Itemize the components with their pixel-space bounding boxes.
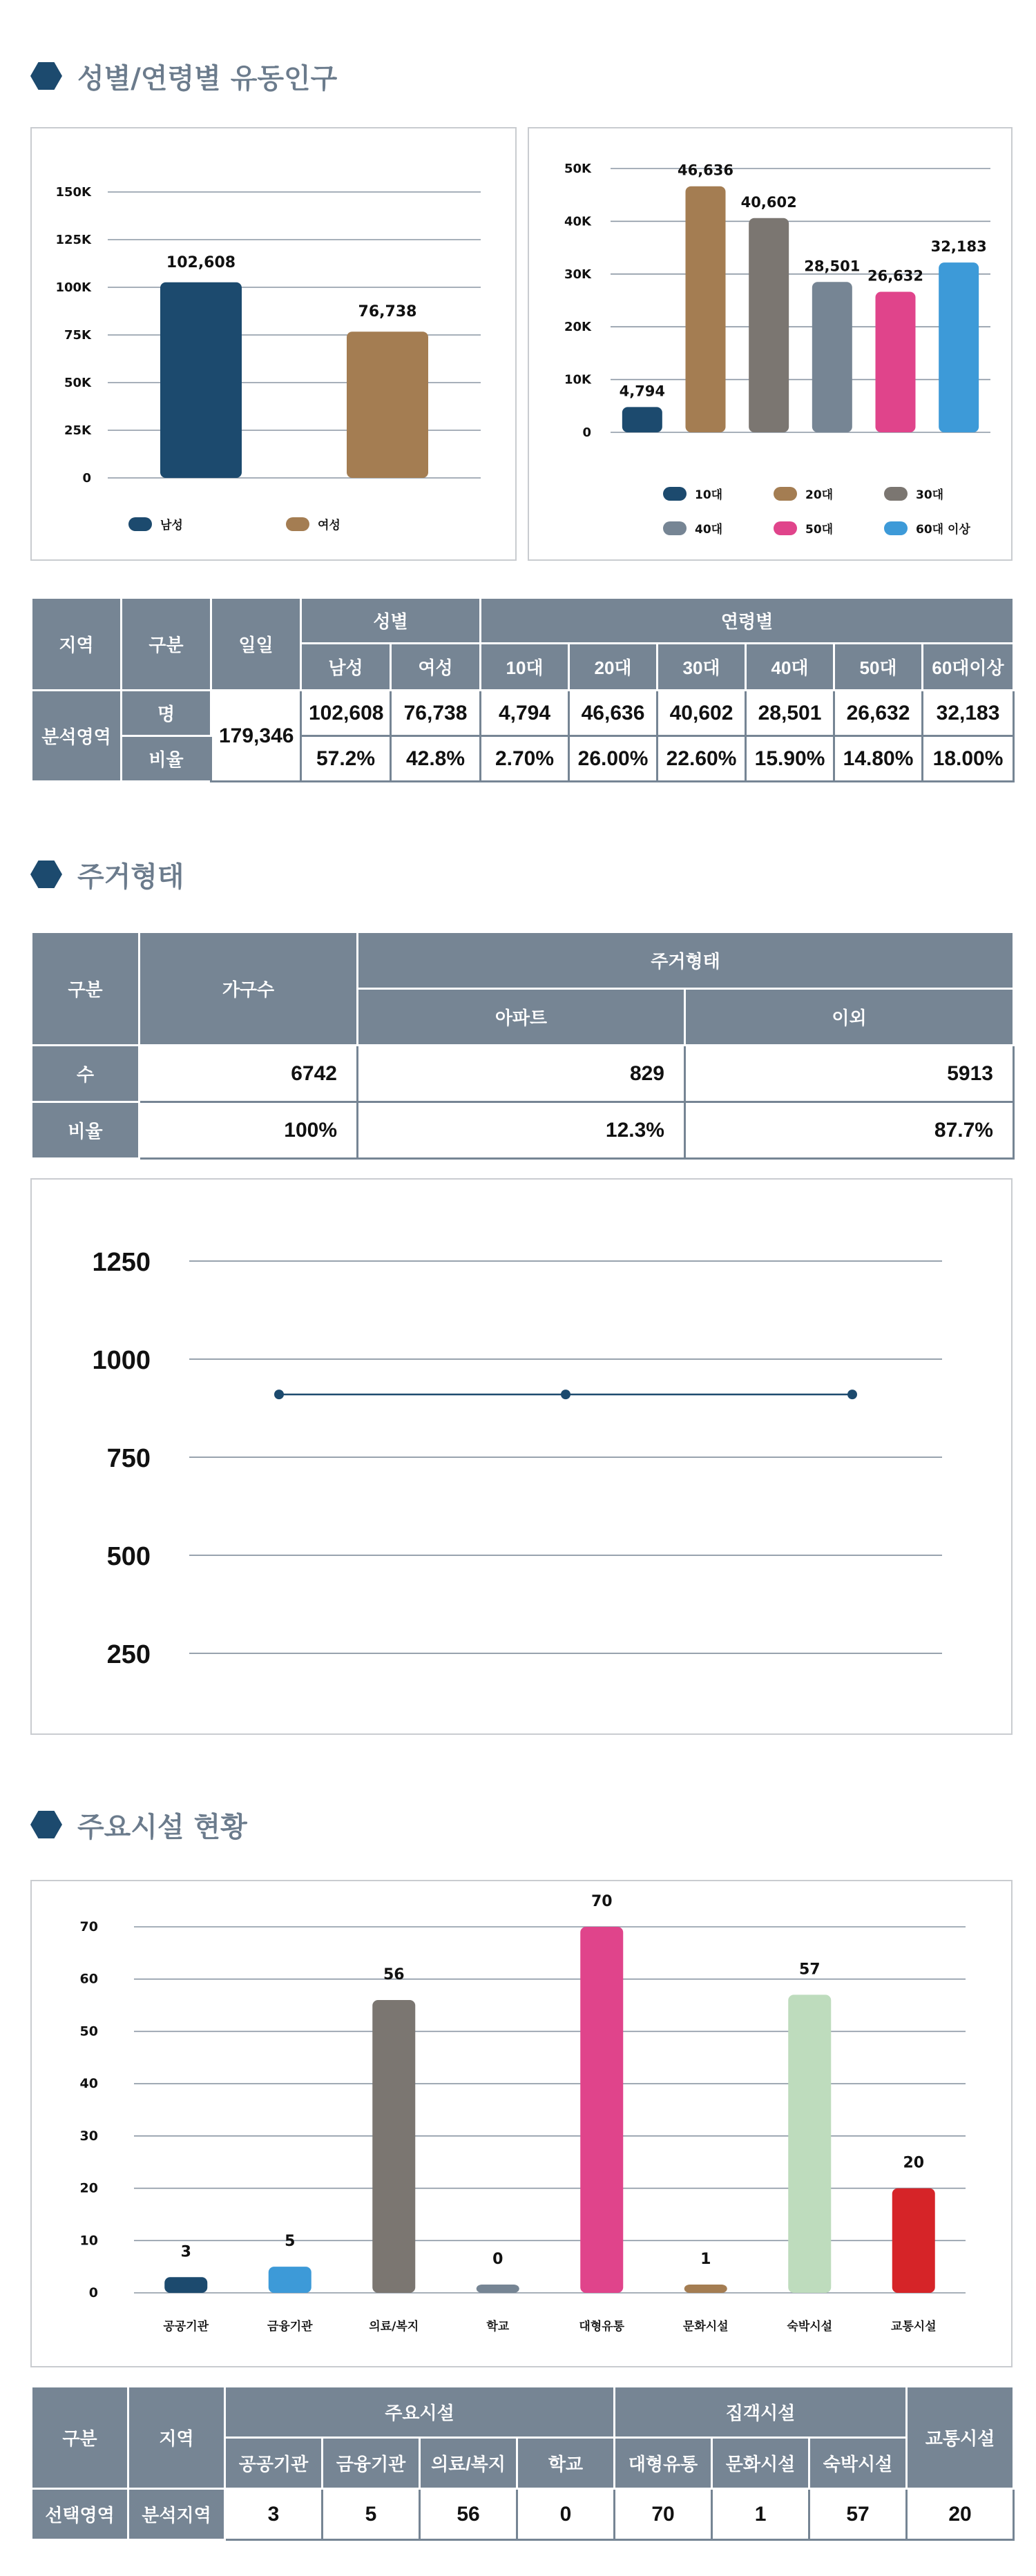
y-tick-label: 1000	[92, 1346, 151, 1375]
table-cell: 14.80%	[834, 736, 923, 782]
data-label: 70	[591, 1893, 613, 1910]
header-lodging: 숙박시설	[809, 2438, 907, 2489]
table-cell: 6742	[140, 1046, 358, 1102]
table-cell: 57.2%	[301, 736, 391, 782]
legend-swatch	[774, 487, 797, 501]
table-cell: 2.70%	[481, 736, 569, 782]
legend-label: 여성	[318, 519, 340, 532]
table-cell: 57	[809, 2489, 907, 2540]
y-tick-label: 0	[82, 471, 91, 486]
data-label: 28,501	[804, 258, 861, 275]
table-cell: 28,501	[746, 691, 834, 736]
age-chart-panel	[528, 127, 1013, 561]
table-cell: 26.00%	[569, 736, 658, 782]
table-cell: 15.90%	[746, 736, 834, 782]
table-cell: 1	[712, 2489, 809, 2540]
table-cell: 20	[907, 2489, 1014, 2540]
facilities-bar-chart	[32, 1881, 1014, 2369]
row-region: 분석영역	[32, 691, 122, 782]
x-tick-label: 공공기관	[163, 2320, 209, 2334]
bar	[876, 292, 916, 432]
header-type: 구분	[122, 598, 211, 691]
cell-daily-total: 179,346	[211, 691, 301, 782]
data-label: 5	[285, 2233, 296, 2251]
header-female: 여성	[391, 644, 481, 691]
legend-label: 10대	[695, 488, 723, 502]
data-label: 20	[903, 2154, 925, 2172]
table-cell: 5913	[685, 1046, 1014, 1102]
header-gender: 성별	[301, 598, 481, 644]
table-cell: 26,632	[834, 691, 923, 736]
header-public-agency: 공공기관	[225, 2438, 323, 2489]
bar	[164, 2277, 207, 2293]
legend-label: 50대	[805, 523, 834, 537]
header-60s-plus: 60대이상	[923, 644, 1014, 691]
table-cell: 4,794	[481, 691, 569, 736]
section-title-text: 주거형태	[77, 861, 184, 893]
header-main-facilities: 주요시설	[225, 2387, 615, 2438]
age-bar-chart	[529, 128, 1014, 562]
legend-label: 20대	[805, 488, 834, 502]
header-retail: 대형유통	[615, 2438, 712, 2489]
data-label: 26,632	[867, 267, 924, 285]
section-title-text: 성별/연령별 유동인구	[77, 62, 338, 95]
row-label-count: 명	[122, 691, 211, 736]
y-tick-label: 1250	[92, 1248, 151, 1277]
bar	[892, 2189, 935, 2293]
bar	[684, 2285, 727, 2293]
bar	[580, 1927, 623, 2293]
y-tick-label: 10K	[564, 372, 591, 387]
data-point	[847, 1390, 857, 1399]
y-tick-label: 125K	[55, 233, 91, 247]
y-tick-label: 40K	[564, 214, 591, 229]
line-chart-panel	[30, 1178, 1013, 1735]
legend-swatch	[663, 521, 687, 535]
y-tick-label: 50K	[564, 162, 591, 176]
header-type: 구분	[32, 932, 140, 1046]
header-other: 이외	[685, 989, 1014, 1046]
bar	[347, 331, 428, 478]
table-cell: 32,183	[923, 691, 1014, 736]
header-40s: 40대	[746, 644, 834, 691]
bar	[686, 186, 726, 432]
line-chart	[32, 1180, 1014, 1736]
x-tick-label: 문화시설	[682, 2320, 729, 2334]
legend-label: 30대	[916, 488, 944, 502]
table-cell: 0	[517, 2489, 615, 2540]
header-school: 학교	[517, 2438, 615, 2489]
data-label: 102,608	[166, 253, 236, 271]
legend-label: 남성	[160, 519, 183, 532]
legend-swatch	[774, 521, 797, 535]
bar	[160, 282, 242, 478]
bar	[812, 282, 852, 432]
header-male: 남성	[301, 644, 391, 691]
table-cell: 70	[615, 2489, 712, 2540]
table-cell: 12.3%	[358, 1102, 685, 1159]
gender-chart-panel	[30, 127, 517, 561]
data-label: 46,636	[677, 162, 734, 179]
hexagon-icon	[30, 861, 62, 888]
section-title-housing	[30, 854, 184, 895]
table-cell: 87.7%	[685, 1102, 1014, 1159]
y-tick-label: 50	[79, 2024, 98, 2039]
table-cell: 100%	[140, 1102, 358, 1159]
hexagon-icon	[30, 62, 62, 90]
y-tick-label: 0	[88, 2285, 98, 2300]
data-label: 56	[383, 1966, 405, 1983]
data-label: 1	[700, 2251, 711, 2268]
y-tick-label: 25K	[64, 423, 91, 438]
y-tick-label: 150K	[55, 185, 91, 200]
hexagon-icon	[30, 1811, 62, 1838]
table-cell: 40,602	[658, 691, 746, 736]
bar	[749, 218, 789, 432]
table-cell: 42.8%	[391, 736, 481, 782]
data-label: 0	[492, 2251, 503, 2268]
y-tick-label: 75K	[64, 328, 91, 343]
legend-swatch	[663, 487, 687, 501]
table-cell: 829	[358, 1046, 685, 1102]
table-cell: 18.00%	[923, 736, 1014, 782]
facilities-table	[30, 2385, 1015, 2541]
row-label-region: 분석지역	[128, 2489, 225, 2540]
bar	[939, 262, 979, 432]
bar	[269, 2267, 311, 2293]
legend-swatch	[128, 517, 152, 531]
y-tick-label: 0	[582, 425, 591, 440]
table-cell: 102,608	[301, 691, 391, 736]
y-tick-label: 750	[106, 1444, 151, 1473]
header-type: 구분	[32, 2387, 128, 2489]
y-tick-label: 40	[79, 2076, 98, 2092]
row-label-type: 선택영역	[32, 2489, 128, 2540]
bar	[622, 407, 662, 432]
gender-bar-chart	[32, 128, 518, 562]
table-cell: 76,738	[391, 691, 481, 736]
header-apartment: 아파트	[358, 989, 685, 1046]
data-point	[561, 1390, 570, 1399]
header-crowd-facilities: 집객시설	[615, 2387, 907, 2438]
header-daily: 일일	[211, 598, 301, 691]
y-tick-label: 50K	[64, 376, 91, 390]
y-tick-label: 20K	[564, 320, 591, 335]
population-table	[30, 597, 1015, 782]
table-cell: 22.60%	[658, 736, 746, 782]
data-label: 4,794	[619, 383, 666, 400]
bar	[477, 2285, 519, 2293]
y-tick-label: 500	[106, 1542, 151, 1571]
data-label: 40,602	[740, 193, 797, 211]
data-label: 76,738	[358, 303, 417, 321]
header-households: 가구수	[140, 932, 358, 1046]
legend-swatch	[884, 487, 908, 501]
header-medical: 의료/복지	[420, 2438, 517, 2489]
header-housing: 주거형태	[358, 932, 1014, 989]
legend-swatch	[884, 521, 908, 535]
header-transport: 교통시설	[907, 2387, 1014, 2489]
header-30s: 30대	[658, 644, 746, 691]
section-title-text: 주요시설 현황	[77, 1811, 247, 1843]
x-tick-label: 교통시설	[890, 2320, 937, 2334]
header-20s: 20대	[569, 644, 658, 691]
header-culture: 문화시설	[712, 2438, 809, 2489]
legend-label: 40대	[695, 523, 723, 537]
y-tick-label: 20	[79, 2180, 98, 2196]
row-label-count: 수	[32, 1046, 140, 1102]
y-tick-label: 250	[106, 1640, 151, 1669]
y-tick-label: 60	[79, 1971, 98, 1987]
legend-label: 60대 이상	[916, 523, 970, 537]
table-cell: 46,636	[569, 691, 658, 736]
header-region: 지역	[128, 2387, 225, 2489]
housing-table	[30, 931, 1015, 1160]
bar	[788, 1995, 831, 2293]
section-title-facilities	[30, 1804, 247, 1845]
y-tick-label: 10	[79, 2233, 98, 2249]
header-age: 연령별	[481, 598, 1014, 644]
x-tick-label: 대형유통	[579, 2320, 625, 2334]
data-point	[274, 1390, 284, 1399]
data-label: 32,183	[930, 238, 987, 256]
y-tick-label: 30K	[564, 267, 591, 282]
table-cell: 5	[323, 2489, 420, 2540]
row-label-ratio: 비율	[32, 1102, 140, 1159]
legend-swatch	[286, 517, 309, 531]
facilities-chart-panel	[30, 1880, 1013, 2367]
bar	[372, 2000, 415, 2293]
y-tick-label: 70	[79, 1919, 98, 1934]
y-tick-label: 100K	[55, 280, 91, 295]
table-cell: 56	[420, 2489, 517, 2540]
header-10s: 10대	[481, 644, 569, 691]
header-50s: 50대	[834, 644, 923, 691]
x-tick-label: 숙박시설	[787, 2320, 833, 2334]
header-finance: 금융기관	[323, 2438, 420, 2489]
x-tick-label: 의료/복지	[369, 2320, 419, 2334]
section-title-population	[30, 55, 337, 97]
table-cell: 3	[225, 2489, 323, 2540]
data-label: 57	[798, 1961, 821, 1979]
row-label-ratio: 비율	[122, 736, 211, 782]
data-label: 3	[180, 2243, 191, 2261]
x-tick-label: 금융기관	[267, 2320, 313, 2334]
header-region: 지역	[32, 598, 122, 691]
y-tick-label: 30	[79, 2128, 98, 2144]
x-tick-label: 학교	[486, 2320, 510, 2334]
